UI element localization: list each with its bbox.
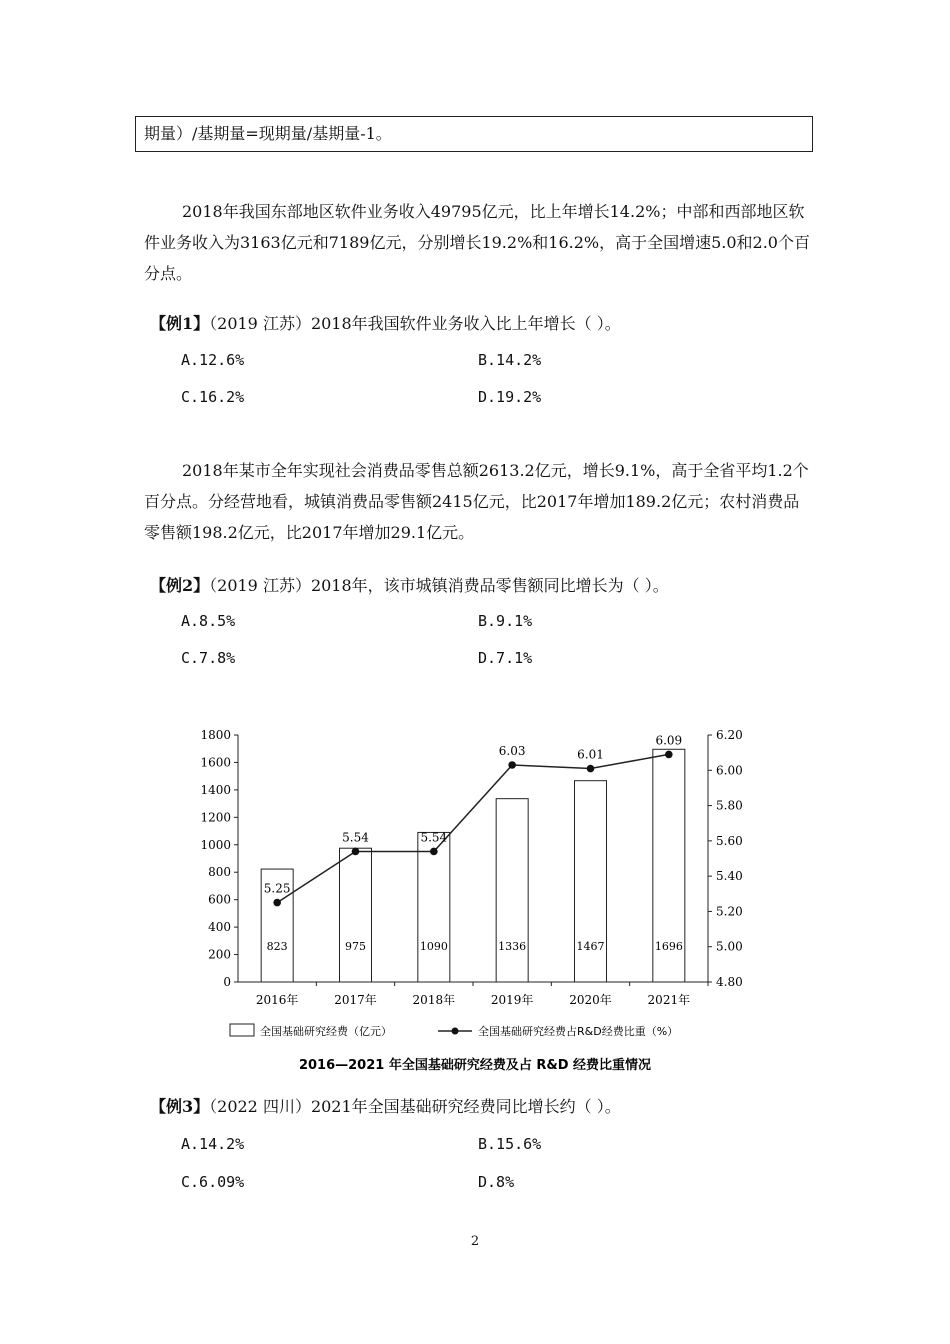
right-tick-label: 6.20 [716, 728, 743, 742]
question-1-text: （2019 江苏）2018年我国软件业务收入比上年增长（ ）。 [209, 314, 621, 333]
bar [496, 799, 528, 982]
question-3 [150, 1096, 621, 1118]
legend-bar-swatch [230, 1024, 254, 1036]
left-tick-label: 1200 [200, 810, 231, 825]
question-2 [150, 575, 669, 597]
question-3-text: （2022 四川）2021年全国基础研究经费同比增长约（ ）。 [209, 1097, 621, 1116]
q3-option-d: D.8% [478, 1173, 515, 1191]
left-tick-label: 400 [208, 920, 231, 935]
question-2-tag: 【例2】 [150, 576, 210, 595]
bar [340, 848, 372, 982]
bar-value-label: 975 [345, 940, 366, 953]
ratio-point [665, 751, 673, 759]
q3-option-c: C.6.09% [181, 1173, 245, 1191]
right-tick-label: 5.60 [716, 833, 743, 848]
ratio-point [430, 848, 438, 856]
right-tick-label: 6.00 [716, 763, 743, 778]
right-tick-label: 5.00 [716, 939, 743, 954]
left-tick-label: 800 [208, 865, 231, 880]
question-2-text: （2019 江苏）2018年，该市城镇消费品零售额同比增长为（ ）。 [209, 576, 669, 595]
ratio-point [508, 761, 516, 769]
left-tick-label: 1400 [200, 782, 231, 797]
legend-line-marker [452, 1028, 459, 1035]
q1-option-c: C.16.2% [181, 388, 245, 406]
q2-option-d: D.7.1% [478, 649, 533, 667]
ratio-point [273, 899, 281, 907]
q3-option-b: B.15.6% [478, 1135, 542, 1153]
legend-line-label: 全国基础研究经费占R&D经费比重（%） [478, 1025, 679, 1038]
left-tick-label: 600 [208, 892, 231, 907]
bar-value-label: 823 [266, 940, 288, 953]
formula-box [135, 116, 813, 152]
formula-text: 期量）/基期量=现期量/基期量-1。 [144, 124, 392, 143]
left-tick-label: 1600 [200, 755, 231, 770]
right-tick-label: 5.40 [716, 869, 743, 884]
bar-value-label: 1696 [654, 940, 683, 953]
bar-value-label: 1336 [498, 940, 527, 953]
q1-option-b: B.14.2% [478, 351, 542, 369]
question-3-tag: 【例3】 [150, 1097, 210, 1116]
ratio-point [587, 765, 595, 773]
q2-option-c: C.7.8% [181, 649, 236, 667]
x-tick-label: 2020年 [569, 993, 612, 1007]
x-tick-label: 2019年 [490, 993, 534, 1007]
legend-bar-label: 全国基础研究经费（亿元） [260, 1025, 392, 1038]
x-tick-label: 2021年 [647, 993, 691, 1007]
ratio-value-label: 6.09 [655, 733, 683, 748]
paragraph-retail-sales: 2018年某市全年实现社会消费品零售总额2613.2亿元，增长9.1%，高于全省平均1.2个百分点。分经营地看，城镇消费品零售额2415亿元，比2017年增加189.2亿元；农村消费品零售额198.2亿元，比2017年增加29.1亿元。 [144, 461, 809, 542]
q2-option-a: A.8.5% [181, 612, 236, 630]
chart-svg [190, 720, 760, 1080]
right-tick-label: 5.20 [716, 904, 743, 919]
q1-option-d: D.19.2% [478, 388, 542, 406]
left-tick-label: 1000 [200, 837, 231, 852]
question-1 [150, 313, 621, 335]
x-tick-label: 2016年 [255, 993, 299, 1007]
paragraph-software-revenue: 2018年我国东部地区软件业务收入49795亿元，比上年增长14.2%；中部和西部地区软件业务收入为3163亿元和7189亿元，分别增长19.2%和16.2%，高于全国增速5.0和2.0个百分点。 [144, 202, 810, 283]
left-tick-label: 200 [208, 947, 231, 962]
ratio-value-label: 5.54 [342, 830, 369, 845]
ratio-value-label: 6.03 [498, 743, 526, 758]
q2-option-b: B.9.1% [478, 612, 533, 630]
x-tick-label: 2018年 [412, 993, 456, 1007]
chart-title: 2016—2021 年全国基础研究经费及占 R&D 经费比重情况 [298, 1058, 652, 1073]
right-tick-label: 5.80 [716, 798, 743, 813]
x-tick-label: 2017年 [334, 993, 377, 1007]
bar-value-label: 1090 [419, 940, 448, 953]
ratio-value-label: 5.54 [420, 830, 448, 845]
ratio-value-label: 5.25 [263, 881, 291, 896]
left-tick-label: 1800 [200, 728, 231, 742]
research-funding-chart [190, 720, 760, 1080]
q3-option-a: A.14.2% [181, 1135, 245, 1153]
q1-option-a: A.12.6% [181, 351, 245, 369]
left-tick-label: 0 [223, 975, 231, 989]
ratio-value-label: 6.01 [577, 747, 604, 762]
ratio-line [277, 754, 669, 902]
question-1-tag: 【例1】 [150, 314, 210, 333]
page-number: 2 [470, 1234, 480, 1249]
right-tick-label: 4.80 [716, 975, 743, 989]
bar-value-label: 1467 [576, 940, 605, 953]
ratio-point [352, 848, 360, 856]
